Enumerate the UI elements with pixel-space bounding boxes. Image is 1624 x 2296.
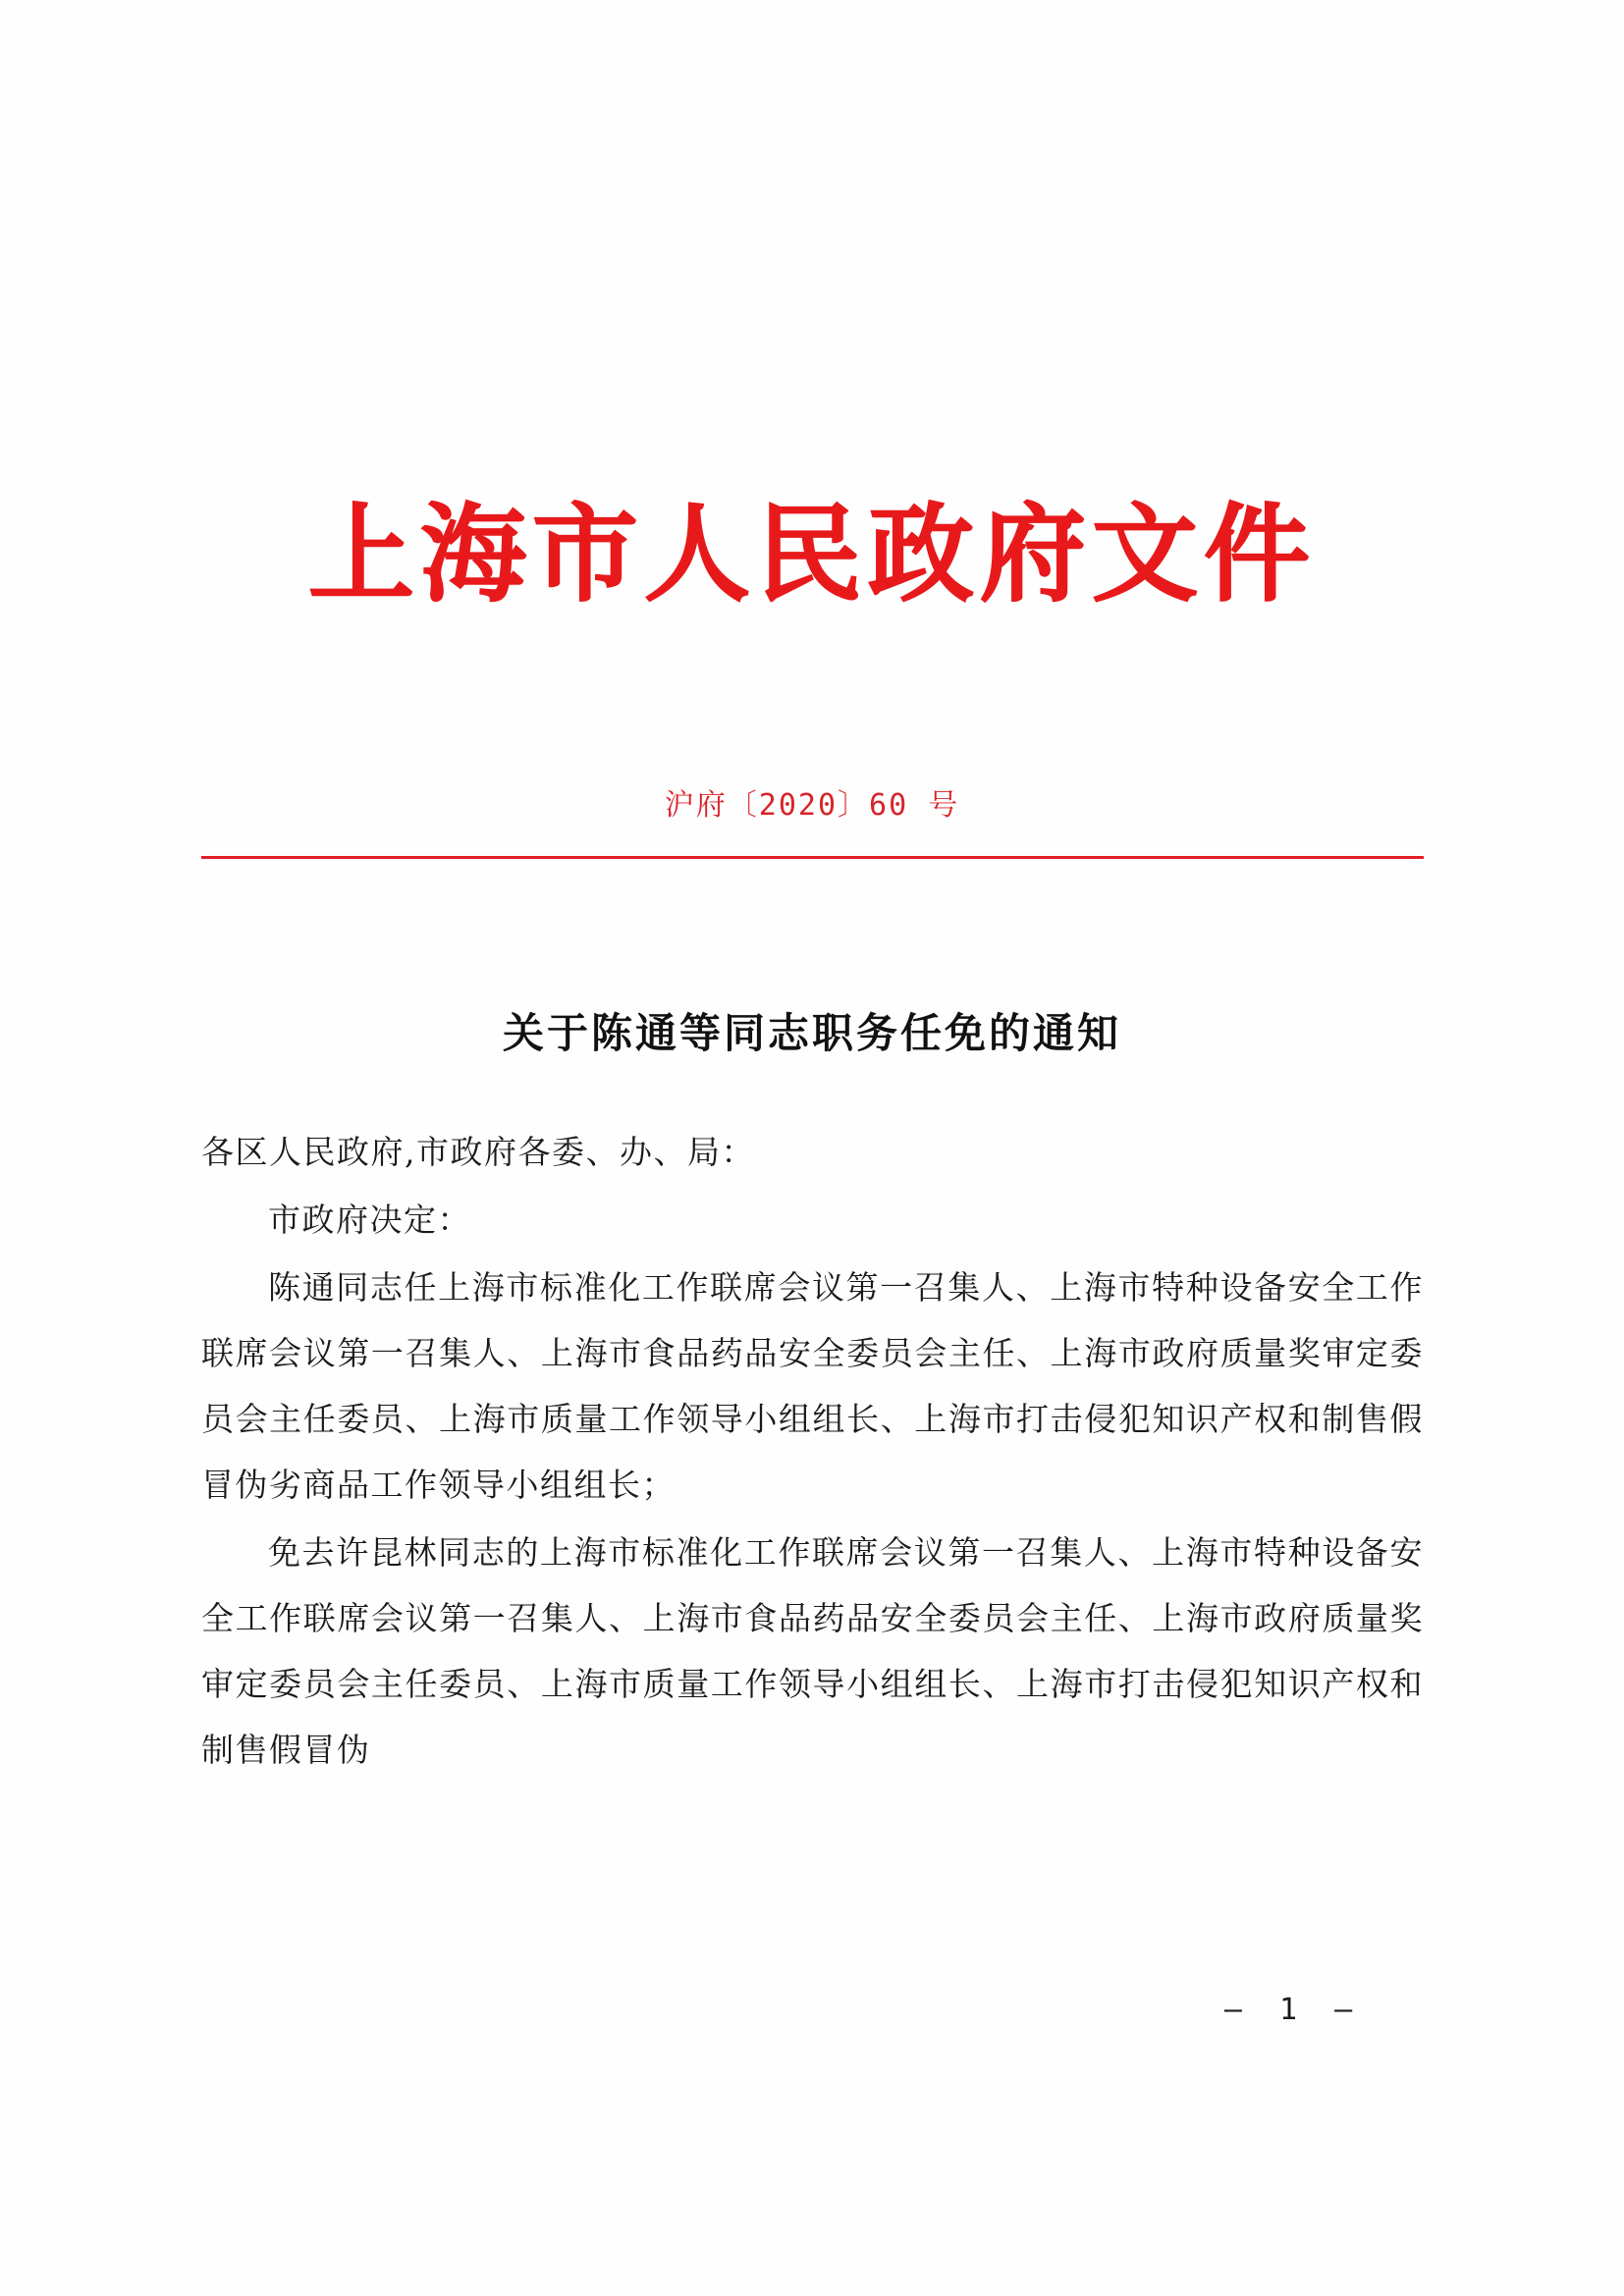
paragraph-appointment: 陈通同志任上海市标准化工作联席会议第一召集人、上海市特种设备安全工作联席会议第一召集人、上海市食品药品安全委员会主任、上海市政府质量奖审定委员会主任委员、上海市质量工作领导小组组长、上海市打击侵犯知识产权和制售假冒伪劣商品工作领导小组组长； (201, 1268, 1424, 1504)
red-separator-rule (201, 856, 1424, 859)
page-footer (0, 1993, 1624, 2027)
paragraph-salutation: 各区人民政府,市政府各委、办、局： (201, 1133, 755, 1171)
document-number: 沪府〔2020〕60 号 (664, 788, 960, 823)
page-number: — 1 — (1223, 1993, 1363, 2027)
masthead-title: 上海市人民政府文件 (307, 493, 1316, 616)
masthead (0, 493, 1624, 616)
document-body (201, 1119, 1424, 1785)
paragraph-decision-intro: 市政府决定： (268, 1201, 471, 1239)
paragraph-removal: 免去许昆林同志的上海市标准化工作联席会议第一召集人、上海市特种设备安全工作联席会议第一召集人、上海市食品药品安全委员会主任、上海市政府质量奖审定委员会主任委员、上海市质量工作领导小组组长、上海市打击侵犯知识产权和制售假冒伪 (201, 1533, 1424, 1769)
document-heading: 关于陈通等同志职务任免的通知 (502, 1009, 1121, 1057)
